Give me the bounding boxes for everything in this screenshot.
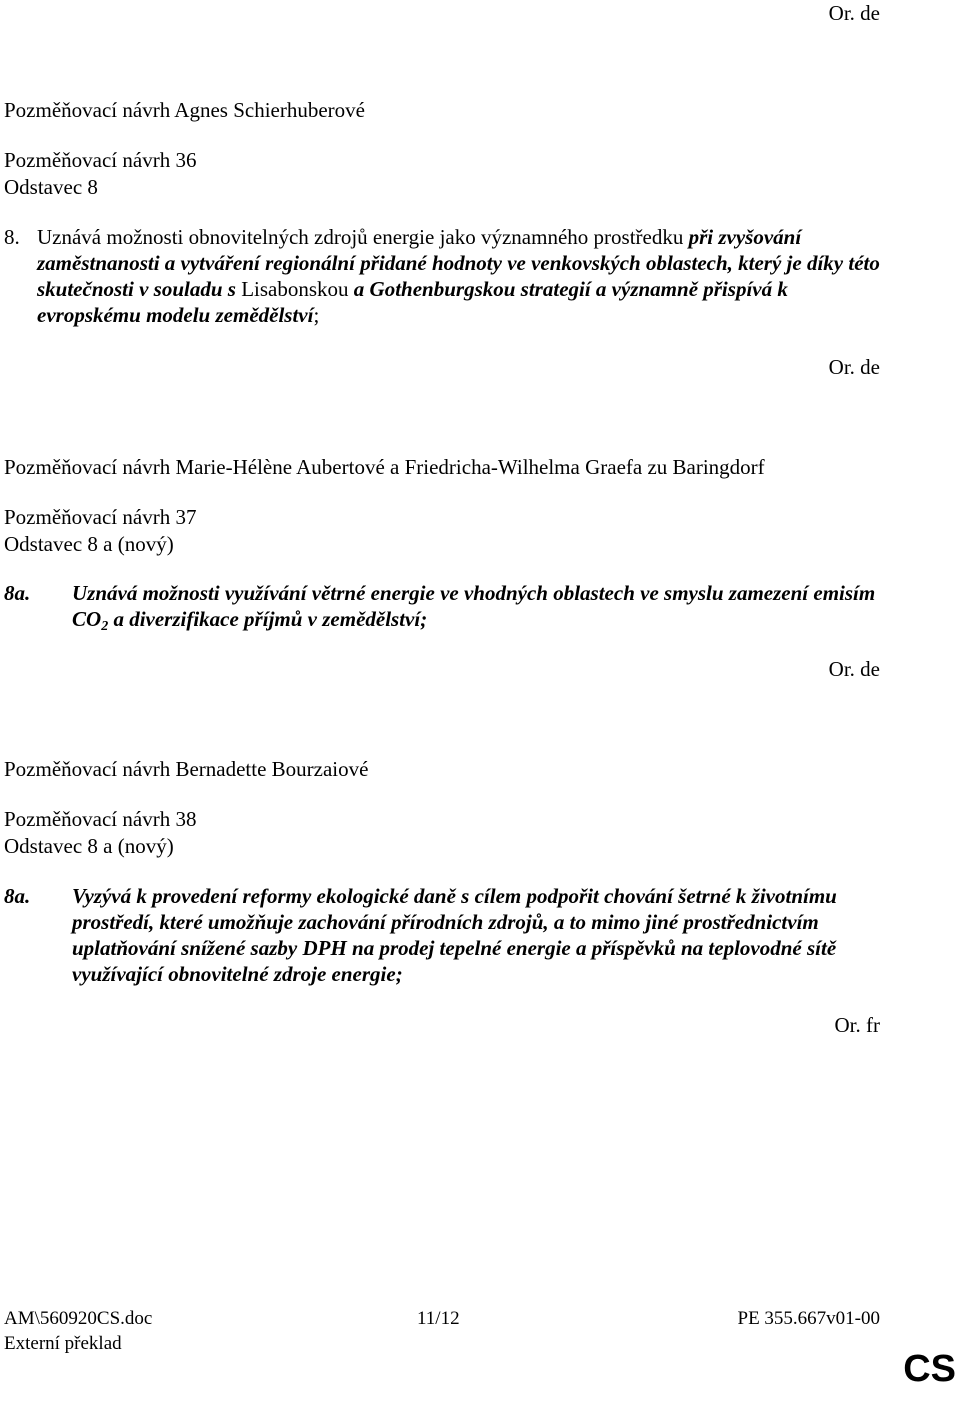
amendment-text: Vyzývá k provedení reformy ekologické daně s cílem podpořit chování šetrné k životnímu prostředí, které umožňuje zachování přírodních zdrojů, a to mimo jiné prostřednictvím uplatňování snížené sazby DPH na prodej tepelné energie a příspěvků na teplovodné sítě využívající obnovitelné zdroje energie; — [72, 884, 837, 986]
amendment-text — [72, 580, 882, 632]
amendment-paragraph: Odstavec 8 a (nový) — [4, 834, 174, 858]
amendment-number: Pozměňovací návrh 36 — [4, 148, 197, 172]
amendment-number: Pozměňovací návrh 37 — [4, 505, 197, 529]
amendment-author: Pozměňovací návrh Marie-Hélène Aubertové a Friedricha-Wilhelma Graefa zu Baringdorf — [4, 455, 765, 479]
page-number: 11/12 — [417, 1308, 460, 1329]
origin-label: Or. de — [828, 355, 880, 379]
amendment-author: Pozměňovací návrh Agnes Schierhuberové — [4, 98, 365, 122]
item-number: 8a. — [4, 884, 31, 908]
item-number: 8. — [4, 225, 20, 249]
amendment-text — [37, 224, 887, 328]
subscript: 2 — [101, 619, 109, 634]
text-plain: Lisabonskou — [241, 277, 349, 301]
language-code: CS — [903, 1348, 956, 1390]
text-bold-italic: a Gothenburgskou strategií a významně přispívá k evropskému modelu zemědělství — [37, 277, 788, 327]
text-end: ; — [313, 303, 320, 327]
amendment-paragraph: Odstavec 8 a (nový) — [4, 532, 174, 556]
amendment-paragraph: Odstavec 8 — [4, 175, 98, 199]
document-reference: AM\560920CS.doc — [4, 1308, 153, 1329]
text-plain: Uznává možnosti obnovitelných zdrojů energie jako významného prostředku — [37, 225, 684, 249]
text-part: a diverzifikace příjmů v zemědělství; — [113, 607, 428, 631]
origin-label: Or. de — [828, 1, 880, 25]
translation-note: Externí překlad — [4, 1333, 122, 1354]
item-number: 8a. — [4, 581, 31, 605]
text-bold-italic: při zvyšování zaměstnanosti a vytváření regionální přidané hodnoty ve venkovských oblastech, který je díky této skutečnosti v souladu s — [37, 225, 880, 301]
text-part: Uznává možnosti využívání větrné energie ve vhodných oblastech ve smyslu zamezení emisím CO — [72, 581, 876, 631]
pe-reference: PE 355.667v01-00 — [737, 1308, 880, 1329]
amendment-author: Pozměňovací návrh Bernadette Bourzaiové — [4, 757, 369, 781]
origin-label: Or. de — [828, 657, 880, 681]
origin-label: Or. fr — [834, 1013, 880, 1037]
amendment-number: Pozměňovací návrh 38 — [4, 807, 197, 831]
